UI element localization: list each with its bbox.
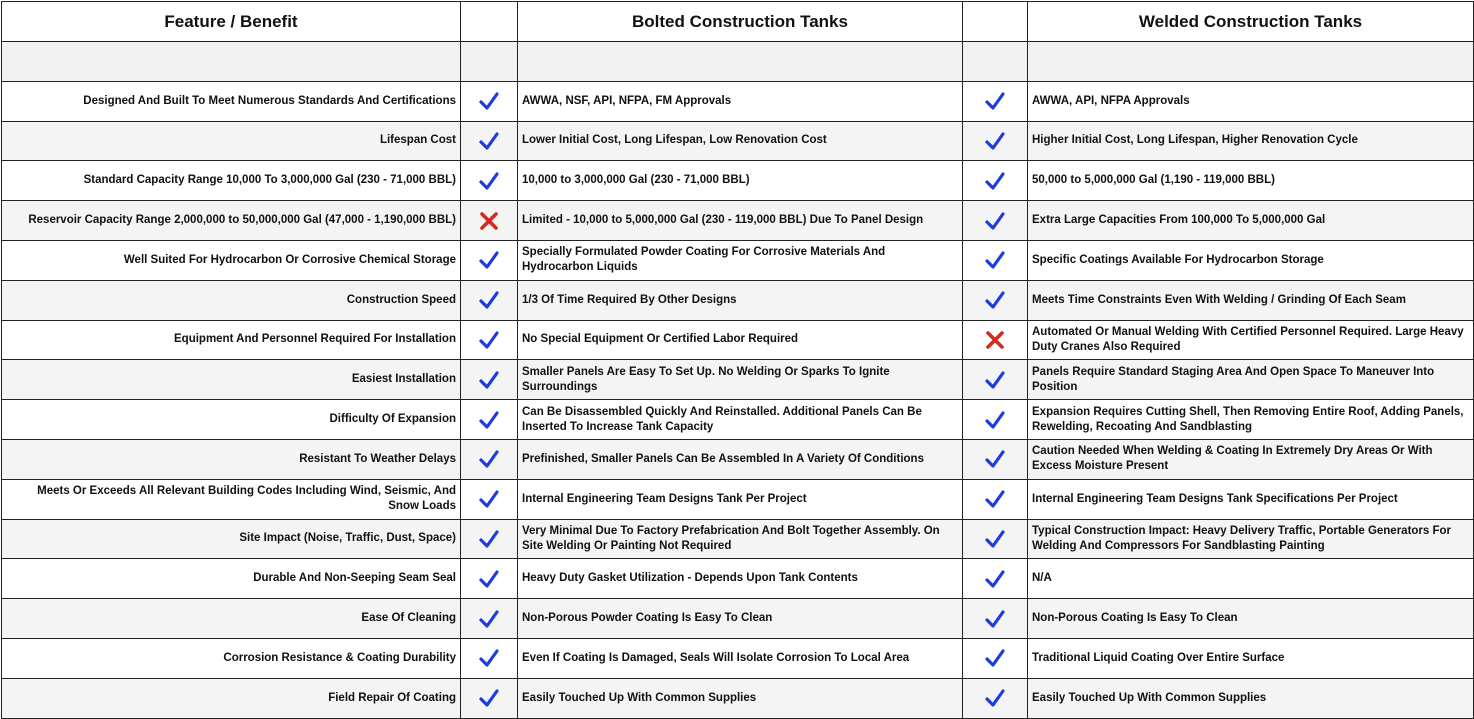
- bolted-mark-cell: [461, 201, 518, 241]
- table-row: [2, 559, 1474, 599]
- bolted-cell: Prefinished, Smaller Panels Can Be Assembled In A Variety Of Conditions: [518, 439, 963, 479]
- welded-mark-cell: [963, 519, 1028, 559]
- table-row: [2, 599, 1474, 639]
- bolted-mark-cell: [461, 599, 518, 639]
- bolted-cell: Internal Engineering Team Designs Tank Per Project: [518, 479, 963, 519]
- bolted-cell: Smaller Panels Are Easy To Set Up. No Welding Or Sparks To Ignite Surroundings: [518, 360, 963, 400]
- bolted-cell: No Special Equipment Or Certified Labor Required: [518, 320, 963, 360]
- bolted-mark-cell: [461, 320, 518, 360]
- welded-cell: Internal Engineering Team Designs Tank Specifications Per Project: [1028, 479, 1474, 519]
- feature-cell: Well Suited For Hydrocarbon Or Corrosive Chemical Storage: [2, 240, 461, 280]
- table-row: [2, 360, 1474, 400]
- header-row: [2, 2, 1474, 42]
- bolted-mark-cell: [461, 678, 518, 718]
- table-row: [2, 519, 1474, 559]
- check-icon: [461, 370, 517, 390]
- welded-mark-cell: [963, 400, 1028, 440]
- header-welded: Welded Construction Tanks: [1028, 2, 1474, 42]
- cross-icon: [963, 330, 1027, 350]
- check-icon: [461, 609, 517, 629]
- check-icon: [963, 131, 1027, 151]
- comparison-table: [1, 1, 1474, 719]
- check-icon: [963, 529, 1027, 549]
- table-row: [2, 201, 1474, 241]
- bolted-cell: Can Be Disassembled Quickly And Reinstalled. Additional Panels Can Be Inserted To Increase Tank Capacity: [518, 400, 963, 440]
- bolted-cell: 1/3 Of Time Required By Other Designs: [518, 280, 963, 320]
- cross-icon: [461, 211, 517, 231]
- check-icon: [461, 688, 517, 708]
- welded-cell: Caution Needed When Welding & Coating In Extremely Dry Areas Or With Excess Moisture Present: [1028, 439, 1474, 479]
- table-row: [2, 320, 1474, 360]
- feature-cell: Resistant To Weather Delays: [2, 439, 461, 479]
- bolted-mark-cell: [461, 81, 518, 121]
- feature-cell: Field Repair Of Coating: [2, 678, 461, 718]
- welded-cell: Meets Time Constraints Even With Welding / Grinding Of Each Seam: [1028, 280, 1474, 320]
- welded-cell: Specific Coatings Available For Hydrocarbon Storage: [1028, 240, 1474, 280]
- check-icon: [461, 131, 517, 151]
- check-icon: [963, 370, 1027, 390]
- bolted-mark-cell: [461, 121, 518, 161]
- feature-cell: Ease Of Cleaning: [2, 599, 461, 639]
- check-icon: [461, 250, 517, 270]
- check-icon: [963, 489, 1027, 509]
- welded-mark-cell: [963, 599, 1028, 639]
- table-row: [2, 678, 1474, 718]
- check-icon: [461, 410, 517, 430]
- welded-mark-cell: [963, 638, 1028, 678]
- welded-cell: Expansion Requires Cutting Shell, Then Removing Entire Roof, Adding Panels, Rewelding, Recoating And Sandblasting: [1028, 400, 1474, 440]
- welded-mark-cell: [963, 559, 1028, 599]
- bolted-cell: Non-Porous Powder Coating Is Easy To Clean: [518, 599, 963, 639]
- check-icon: [963, 569, 1027, 589]
- table-row: [2, 479, 1474, 519]
- check-icon: [461, 171, 517, 191]
- header-feature: Feature / Benefit: [2, 2, 461, 42]
- welded-cell: Panels Require Standard Staging Area And Open Space To Maneuver Into Position: [1028, 360, 1474, 400]
- bolted-cell: Limited - 10,000 to 5,000,000 Gal (230 - 119,000 BBL) Due To Panel Design: [518, 201, 963, 241]
- feature-cell: Meets Or Exceeds All Relevant Building Codes Including Wind, Seismic, And Snow Loads: [2, 479, 461, 519]
- bolted-cell: Lower Initial Cost, Long Lifespan, Low Renovation Cost: [518, 121, 963, 161]
- bolted-cell: Very Minimal Due To Factory Prefabrication And Bolt Together Assembly. On Site Welding Or Painting Not Required: [518, 519, 963, 559]
- welded-cell: AWWA, API, NFPA Approvals: [1028, 81, 1474, 121]
- welded-cell: Traditional Liquid Coating Over Entire Surface: [1028, 638, 1474, 678]
- check-icon: [963, 91, 1027, 111]
- table-row: [2, 638, 1474, 678]
- check-icon: [963, 250, 1027, 270]
- welded-mark-cell: [963, 201, 1028, 241]
- bolted-mark-cell: [461, 559, 518, 599]
- check-icon: [963, 410, 1027, 430]
- bolted-mark-cell: [461, 479, 518, 519]
- check-icon: [461, 91, 517, 111]
- check-icon: [963, 171, 1027, 191]
- welded-cell: Typical Construction Impact: Heavy Delivery Traffic, Portable Generators For Welding And Compressors For Sandblasting Painting: [1028, 519, 1474, 559]
- header-bolted: Bolted Construction Tanks: [518, 2, 963, 42]
- welded-mark-cell: [963, 439, 1028, 479]
- feature-cell: Designed And Built To Meet Numerous Standards And Certifications: [2, 81, 461, 121]
- feature-cell: Construction Speed: [2, 280, 461, 320]
- table-row: [2, 240, 1474, 280]
- bolted-mark-cell: [461, 360, 518, 400]
- welded-cell: Higher Initial Cost, Long Lifespan, Higher Renovation Cycle: [1028, 121, 1474, 161]
- check-icon: [461, 489, 517, 509]
- bolted-mark-cell: [461, 400, 518, 440]
- bolted-mark-cell: [461, 638, 518, 678]
- welded-cell: 50,000 to 5,000,000 Gal (1,190 - 119,000 BBL): [1028, 161, 1474, 201]
- welded-mark-cell: [963, 81, 1028, 121]
- welded-cell: Automated Or Manual Welding With Certified Personnel Required. Large Heavy Duty Cranes Also Required: [1028, 320, 1474, 360]
- table-row: [2, 280, 1474, 320]
- check-icon: [461, 449, 517, 469]
- check-icon: [963, 609, 1027, 629]
- welded-mark-cell: [963, 360, 1028, 400]
- table-row: [2, 81, 1474, 121]
- check-icon: [963, 449, 1027, 469]
- table-row: [2, 121, 1474, 161]
- check-icon: [461, 648, 517, 668]
- welded-cell: Non-Porous Coating Is Easy To Clean: [1028, 599, 1474, 639]
- bolted-cell: Easily Touched Up With Common Supplies: [518, 678, 963, 718]
- bolted-cell: Heavy Duty Gasket Utilization - Depends Upon Tank Contents: [518, 559, 963, 599]
- check-icon: [461, 569, 517, 589]
- table-row: [2, 439, 1474, 479]
- spacer-row: [2, 42, 1474, 82]
- feature-cell: Site Impact (Noise, Traffic, Dust, Space): [2, 519, 461, 559]
- welded-mark-cell: [963, 240, 1028, 280]
- check-icon: [963, 211, 1027, 231]
- feature-cell: Reservoir Capacity Range 2,000,000 to 50,000,000 Gal (47,000 - 1,190,000 BBL): [2, 201, 461, 241]
- feature-cell: Difficulty Of Expansion: [2, 400, 461, 440]
- bolted-mark-cell: [461, 240, 518, 280]
- welded-mark-cell: [963, 479, 1028, 519]
- welded-mark-cell: [963, 161, 1028, 201]
- welded-cell: Extra Large Capacities From 100,000 To 5,000,000 Gal: [1028, 201, 1474, 241]
- welded-mark-cell: [963, 320, 1028, 360]
- check-icon: [461, 330, 517, 350]
- feature-cell: Standard Capacity Range 10,000 To 3,000,000 Gal (230 - 71,000 BBL): [2, 161, 461, 201]
- bolted-cell: Even If Coating Is Damaged, Seals Will Isolate Corrosion To Local Area: [518, 638, 963, 678]
- header-bolted-mark: [461, 2, 518, 42]
- check-icon: [963, 688, 1027, 708]
- table-row: [2, 400, 1474, 440]
- table-row: [2, 161, 1474, 201]
- bolted-cell: AWWA, NSF, API, NFPA, FM Approvals: [518, 81, 963, 121]
- header-welded-mark: [963, 2, 1028, 42]
- bolted-mark-cell: [461, 161, 518, 201]
- bolted-cell: Specially Formulated Powder Coating For Corrosive Materials And Hydrocarbon Liquids: [518, 240, 963, 280]
- feature-cell: Equipment And Personnel Required For Installation: [2, 320, 461, 360]
- welded-mark-cell: [963, 121, 1028, 161]
- check-icon: [963, 648, 1027, 668]
- welded-mark-cell: [963, 678, 1028, 718]
- bolted-mark-cell: [461, 280, 518, 320]
- feature-cell: Corrosion Resistance & Coating Durability: [2, 638, 461, 678]
- check-icon: [461, 290, 517, 310]
- welded-cell: N/A: [1028, 559, 1474, 599]
- bolted-mark-cell: [461, 519, 518, 559]
- check-icon: [461, 529, 517, 549]
- feature-cell: Durable And Non-Seeping Seam Seal: [2, 559, 461, 599]
- welded-cell: Easily Touched Up With Common Supplies: [1028, 678, 1474, 718]
- feature-cell: Easiest Installation: [2, 360, 461, 400]
- welded-mark-cell: [963, 280, 1028, 320]
- feature-cell: Lifespan Cost: [2, 121, 461, 161]
- bolted-mark-cell: [461, 439, 518, 479]
- check-icon: [963, 290, 1027, 310]
- bolted-cell: 10,000 to 3,000,000 Gal (230 - 71,000 BBL): [518, 161, 963, 201]
